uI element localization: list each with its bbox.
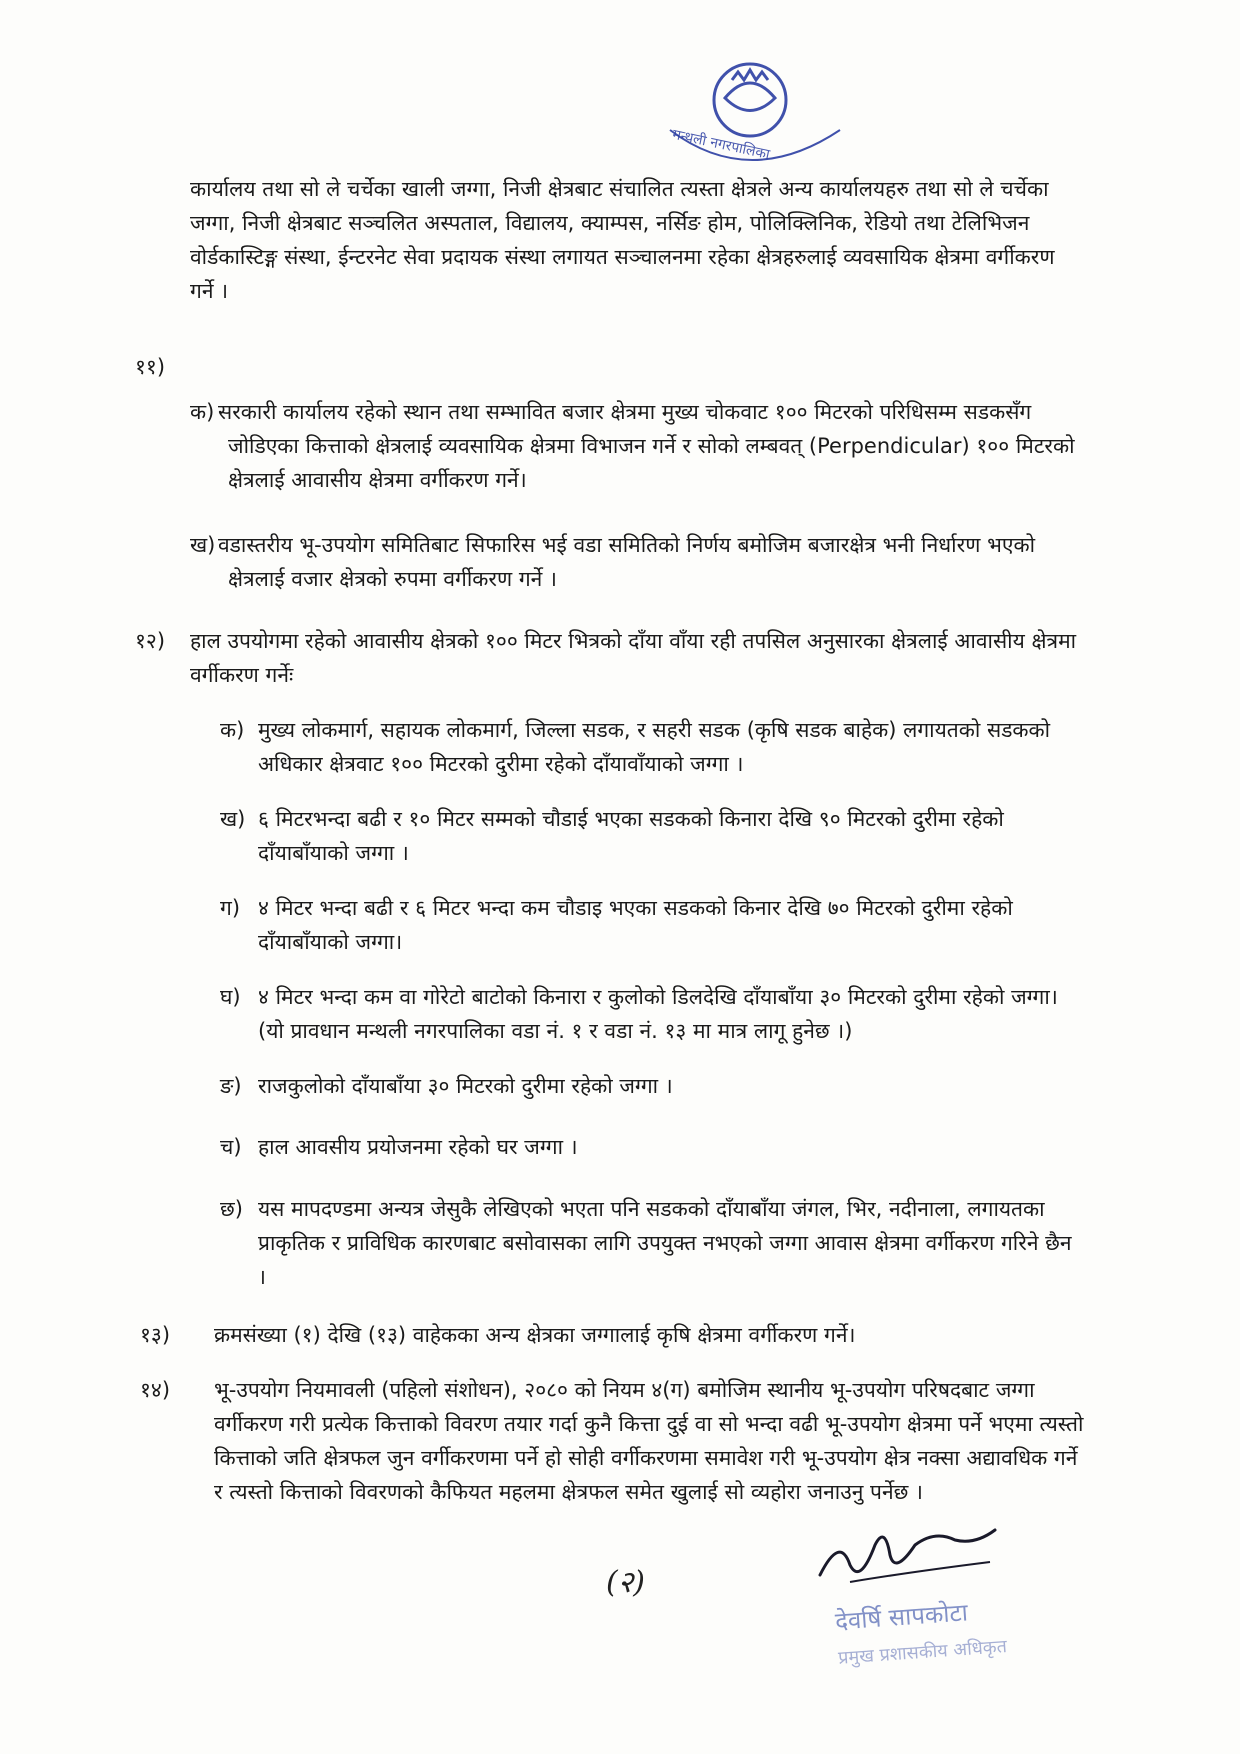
- item-label: ख): [220, 807, 246, 831]
- section-11-number: ११): [135, 355, 166, 379]
- section-11-item-ka: [190, 395, 1080, 497]
- item-label: छ): [220, 1197, 243, 1221]
- intro-paragraph: कार्यालय तथा सो ले चर्चेका खाली जग्गा, निजी क्षेत्रबाट संचालित त्यस्ता क्षेत्रले अन्य कार्यालयहरु तथा सो ले चर्चेका जग्गा, निजी क्षेत्रबाट सञ्चलित अस्पताल, विद्यालय, क्याम्पस, नर्सिङ होम, पोलिक्लिनिक, रेडियो तथा टेलिभिजन वोर्डकास्टिङ्ग संस्था, ईन्टरनेट सेवा प्रदायक संस्था लगायत सञ्चालनमा रहेका क्षेत्रहरुलाई व्यवसायिक क्षेत्रमा वर्गीकरण गर्ने ।: [190, 177, 1055, 303]
- item-text: हाल आवसीय प्रयोजनमा रहेको घर जग्गा ।: [258, 1135, 578, 1159]
- item-label: ग): [220, 896, 241, 920]
- item-label: क): [220, 718, 245, 742]
- signatory-title: प्रमुख प्रशासकीय अधिकृत: [837, 1636, 1008, 1669]
- item-text: सरकारी कार्यालय रहेको स्थान तथा सम्भावित बजार क्षेत्रमा मुख्य चोकवाट १०० मिटरको परिधिसम्म सडकसँग जोडिएका कित्ताको क्षेत्रलाई व्यवसायिक क्षेत्रमा विभाजन गर्ने र सोको लम्बवत् (Perpendicular) १०० मिटरको क्षेत्रलाई आवासीय क्षेत्रमा वर्गीकरण गर्ने।: [218, 400, 1075, 492]
- item-text: वडास्तरीय भू-उपयोग समितिबाट सिफारिस भई वडा समितिको निर्णय बमोजिम बजारक्षेत्र भनी निर्धारण भएको क्षेत्रलाई वजार क्षेत्रको रुपमा वर्गीकरण गर्ने ।: [218, 533, 1036, 591]
- item-text: मुख्य लोकमार्ग, सहायक लोकमार्ग, जिल्ला सडक, र सहरी सडक (कृषि सडक बाहेक) लगायतको सडकको अधिकार क्षेत्रवाट १०० मिटरको दुरीमा रहेको दाँयावाँयाको जग्गा ।: [258, 718, 1051, 776]
- section-12-item-cha: [220, 1130, 1080, 1164]
- item-label: क): [190, 400, 215, 424]
- item-label: घ): [220, 985, 241, 1009]
- signature-icon: [810, 1520, 1010, 1590]
- item-text: ६ मिटरभन्दा बढी र १० मिटर सम्मको चौडाई भएका सडकको किनारा देखि ९० मिटरको दुरीमा रहेको दाँयाबाँयाको जग्गा ।: [258, 807, 1004, 865]
- section-12-item-nga: [220, 1069, 1080, 1103]
- section-13-text: क्रमसंख्या (१) देखि (१३) वाहेकका अन्य क्षेत्रका जग्गालाई कृषि क्षेत्रमा वर्गीकरण गर्ने।: [214, 1323, 856, 1347]
- item-text: यस मापदण्डमा अन्यत्र जेसुकै लेखिएको भएता पनि सडकको दाँयाबाँया जंगल, भिर, नदीनाला, लगायतका प्राकृतिक र प्राविधिक कारणबाट बसोवासका लागि उपयुक्त नभएको जग्गा आवास क्षेत्रमा वर्गीकरण गरिने छैन ।: [258, 1197, 1072, 1289]
- section-12-item-ka: [220, 713, 1080, 781]
- section-12-item-chha: [220, 1192, 1080, 1294]
- section-12-item-kha: [220, 802, 1080, 870]
- section-12-number: १२): [135, 629, 166, 653]
- section-14-number: १४): [140, 1378, 171, 1402]
- page-number: (२): [606, 1565, 646, 1600]
- section-12-text: हाल उपयोगमा रहेको आवासीय क्षेत्रको १०० मिटर भित्रको दाँया वाँया रही तपसिल अनुसारका क्षेत्रलाई आवासीय क्षेत्रमा वर्गीकरण गर्नेः: [190, 629, 1077, 687]
- item-label: ङ): [220, 1074, 242, 1098]
- item-text: राजकुलोको दाँयाबाँया ३० मिटरको दुरीमा रहेको जग्गा ।: [258, 1074, 673, 1098]
- section-12-item-ga: [220, 891, 1080, 959]
- item-text: ४ मिटर भन्दा बढी र ६ मिटर भन्दा कम चौडाइ भएका सडकको किनार देखि ७० मिटरको दुरीमा रहेको दाँयाबाँयाको जग्गा।: [258, 896, 1013, 954]
- section-12-item-gha: [220, 980, 1080, 1048]
- section-11-item-kha: [190, 528, 1080, 596]
- item-label: च): [220, 1135, 242, 1159]
- item-label: ख): [190, 533, 216, 557]
- svg-text:मन्थली नगरपालिका: मन्थली नगरपालिका: [670, 126, 772, 163]
- section-13-number: १३): [140, 1323, 171, 1347]
- signatory-name: देवर्षि सापकोटा: [834, 1598, 969, 1636]
- section-14-text: भू-उपयोग नियमावली (पहिलो संशोधन), २०८० को नियम ४(ग) बमोजिम स्थानीय भू-उपयोग परिषदबाट जग्गा वर्गीकरण गरी प्रत्येक कित्ताको विवरण तयार गर्दा कुनै कित्ता दुई वा सो भन्दा वढी भू-उपयोग क्षेत्रमा पर्ने भएमा त्यस्तो कित्ताको जति क्षेत्रफल जुन वर्गीकरणमा पर्ने हो सोही वर्गीकरणमा समावेश गरी भू-उपयोग क्षेत्र नक्सा अद्यावधिक गर्ने र त्यस्तो कित्ताको विवरणको कैफियत महलमा क्षेत्रफल समेत खुलाई सो व्यहोरा जनाउनु पर्नेछ ।: [214, 1378, 1084, 1504]
- item-text: ४ मिटर भन्दा कम वा गोरेटो बाटोको किनारा र कुलोको डिलदेखि दाँयाबाँया ३० मिटरको दुरीमा रहेको जग्गा। (यो प्रावधान मन्थली नगरपालिका वडा नं. १ र वडा नं. १३ मा मात्र लागू हुनेछ ।): [258, 985, 1058, 1043]
